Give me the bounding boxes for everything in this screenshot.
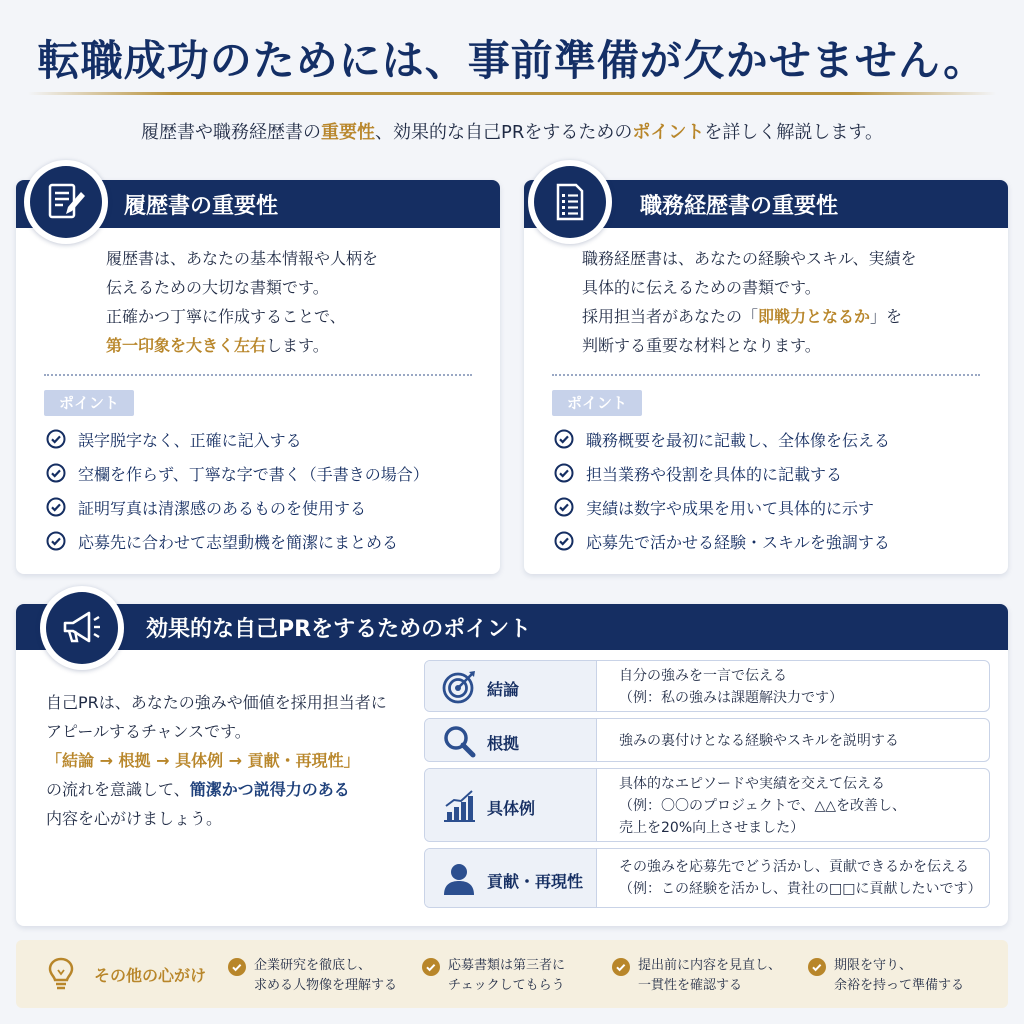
pr-desc — [619, 730, 899, 752]
tips-title: その他の心がけ — [94, 966, 207, 985]
resume-desc-line: 正確かつ丁寧に作成することで、 — [106, 307, 346, 326]
career-desc-post: 」を — [870, 307, 903, 326]
pr-intro-line: 内容を心がけましょう。 — [46, 809, 223, 828]
page-subtitle — [0, 118, 1024, 144]
career-desc-pre: 採用担当者があなたの「 — [582, 307, 759, 326]
pr-row-example — [424, 768, 990, 842]
check-circle-icon — [554, 531, 574, 551]
title-divider — [28, 92, 996, 95]
tip-item — [254, 956, 397, 996]
page-title: 転職成功のためには、事前準備が欠かせません。 — [37, 36, 987, 85]
pr-desc-line: （例：私の強みは課題解決力です） — [619, 690, 843, 706]
resume-desc-line — [106, 331, 378, 360]
career-badge — [528, 160, 612, 244]
check-circle-icon — [808, 958, 826, 976]
document-list-icon — [548, 180, 592, 224]
check-circle-icon — [612, 958, 630, 976]
pr-intro-pre: の流れを意識して、 — [46, 780, 190, 799]
tip-line: 提出前に内容を見直し、 — [638, 958, 782, 973]
pr-badge — [40, 586, 124, 670]
tip-item — [638, 956, 781, 996]
point-text: 空欄を作らず、丁寧な字で書く（手書きの場合） — [78, 464, 429, 484]
pr-row-conclusion — [424, 660, 990, 712]
tip-line: 余裕を持って準備する — [834, 978, 965, 993]
subtitle-part: 履歴書や職務経歴書の — [141, 122, 322, 143]
check-circle-icon — [422, 958, 440, 976]
tip-item — [834, 956, 964, 996]
pr-label-cell — [425, 661, 597, 711]
pr-desc-line: 具体的なエピソードや実績を交えて伝える — [619, 776, 885, 792]
point-text: 証明写真は清潔感のあるものを使用する — [78, 498, 367, 518]
pr-label: 貢献・再現性 — [487, 872, 584, 891]
resume-card-title: 履歴書の重要性 — [124, 194, 279, 219]
pr-intro — [46, 688, 387, 833]
pr-desc-line: 自分の強みを一言で伝える — [619, 668, 787, 684]
subtitle-part: を詳しく解説します。 — [704, 122, 883, 143]
career-description — [582, 244, 917, 360]
resume-desc-line: 履歴書は、あなたの基本情報や人柄を — [106, 249, 379, 268]
resume-desc-line: 伝えるための大切な書類です。 — [106, 278, 329, 297]
subtitle-highlight: ポイント — [632, 122, 705, 143]
career-divider — [552, 374, 980, 376]
resume-highlight: 第一印象を大きく左右 — [106, 336, 267, 355]
list-item — [46, 422, 429, 456]
check-circle-icon — [228, 958, 246, 976]
resume-desc-tail: します。 — [266, 336, 329, 355]
check-circle-icon — [46, 531, 66, 551]
career-desc-line: 具体的に伝えるための書類です。 — [582, 278, 821, 297]
pr-row-contribution — [424, 848, 990, 908]
pr-label: 結論 — [487, 680, 520, 699]
tip-line: 一貫性を確認する — [638, 978, 743, 993]
pr-section-title: 効果的な自己PRをするためのポイント — [146, 617, 532, 642]
pr-intro-line: 自己PRは、あなたの強みや価値を採用担当者に — [46, 693, 387, 712]
point-text: 担当業務や役割を具体的に記載する — [586, 464, 843, 484]
tip-line: 企業研究を徹底し、 — [254, 958, 372, 973]
career-desc-line: 判断する重要な材料となります。 — [582, 336, 821, 355]
check-circle-icon — [554, 429, 574, 449]
magnifier-icon — [441, 723, 477, 759]
pr-desc — [619, 773, 906, 839]
career-card-title: 職務経歴書の重要性 — [640, 194, 839, 219]
tips-band — [16, 940, 1008, 1008]
subtitle-highlight: 重要性 — [321, 122, 376, 143]
tip-line: 期限を守り、 — [834, 958, 913, 973]
pr-desc-line: その強みを応募先でどう活かし、貢献できるかを伝える — [619, 859, 969, 875]
pr-row-basis — [424, 718, 990, 762]
tip-line: 応募書類は第三者に — [448, 958, 566, 973]
career-card — [524, 180, 1008, 574]
pr-label-cell — [425, 769, 597, 841]
resume-card — [16, 180, 500, 574]
list-item — [46, 456, 429, 490]
check-circle-icon — [46, 463, 66, 483]
pr-intro-line — [46, 775, 387, 804]
check-circle-icon — [46, 429, 66, 449]
pr-label: 根拠 — [487, 734, 520, 753]
point-text: 誤字脱字なく、正確に記入する — [78, 430, 302, 450]
megaphone-icon — [59, 605, 105, 651]
subtitle-part: 、効果的な自己PRをするための — [375, 122, 633, 143]
pr-intro-line: アピールするチャンスです。 — [46, 722, 251, 741]
career-point-tag: ポイント — [552, 390, 642, 416]
resume-description — [106, 244, 378, 360]
pr-label: 具体例 — [487, 799, 536, 818]
pr-intro-highlight: 簡潔かつ説得力のある — [189, 780, 350, 799]
pr-desc-line: （例：この経験を活かし、貴社の□□に貢献したいです） — [619, 881, 982, 897]
resume-point-list — [46, 422, 429, 558]
list-item — [554, 524, 890, 558]
tip-item — [448, 956, 565, 996]
lightbulb-icon — [46, 956, 76, 992]
list-item — [46, 490, 429, 524]
list-item — [46, 524, 429, 558]
point-text: 応募先に合わせて志望動機を簡潔にまとめる — [78, 532, 399, 552]
career-highlight: 即戦力となるか — [758, 307, 871, 326]
check-circle-icon — [554, 463, 574, 483]
pr-flow: 「結論 → 根拠 → 具体例 → 貢献・再現性」 — [46, 751, 360, 770]
pr-desc-line: 強みの裏付けとなる経験やスキルを説明する — [619, 733, 899, 749]
list-item — [554, 490, 890, 524]
tip-line: チェックしてもらう — [448, 978, 565, 993]
pr-desc — [619, 856, 981, 900]
resume-badge-inner — [30, 166, 102, 238]
check-circle-icon — [554, 497, 574, 517]
pr-desc-line: 売上を20%向上させました） — [619, 820, 805, 836]
pr-label-cell — [425, 849, 597, 907]
person-icon — [441, 861, 477, 897]
career-point-list — [554, 422, 890, 558]
list-item — [554, 456, 890, 490]
pr-desc — [619, 665, 843, 709]
pr-section-header — [16, 604, 1008, 650]
pr-badge-inner — [46, 592, 118, 664]
list-item — [554, 422, 890, 456]
career-desc-line: 職務経歴書は、あなたの経験やスキル、実績を — [582, 249, 917, 268]
tip-line: 求める人物像を理解する — [254, 978, 398, 993]
bar-chart-icon — [441, 788, 477, 824]
point-text: 職務概要を最初に記載し、全体像を伝える — [586, 430, 891, 450]
pr-label-cell — [425, 719, 597, 761]
career-desc-line — [582, 302, 917, 331]
check-circle-icon — [46, 497, 66, 517]
resume-divider — [44, 374, 472, 376]
career-badge-inner — [534, 166, 606, 238]
document-pen-icon — [44, 180, 88, 224]
resume-point-tag: ポイント — [44, 390, 134, 416]
point-text: 応募先で活かせる経験・スキルを強調する — [586, 532, 890, 552]
pr-desc-line: （例：〇〇のプロジェクトで、△△を改善し、 — [619, 798, 906, 814]
target-icon — [441, 669, 477, 705]
resume-badge — [24, 160, 108, 244]
point-text: 実績は数字や成果を用いて具体的に示す — [586, 498, 875, 518]
